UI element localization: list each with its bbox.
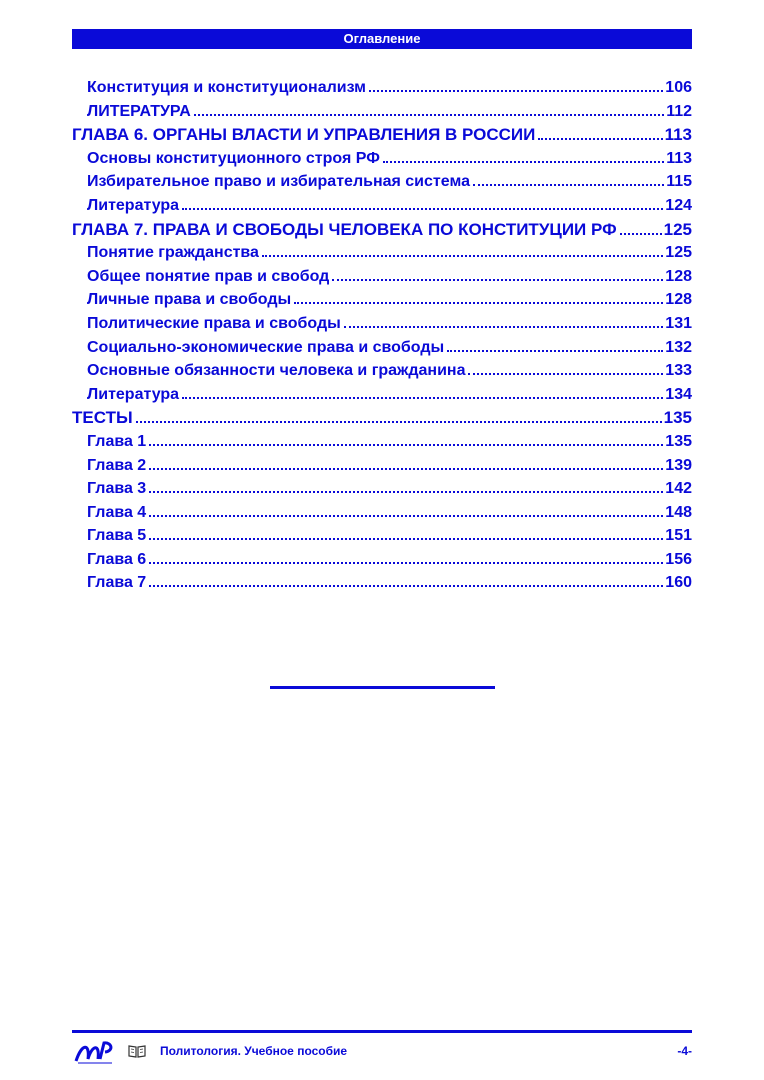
- toc-entry-title: Общее понятие прав и свобод: [87, 267, 330, 285]
- toc-dot-leader: [136, 421, 662, 423]
- toc-entry[interactable]: [72, 123, 692, 147]
- toc-dot-leader: [149, 468, 663, 470]
- toc-entry-title: Глава 3: [87, 480, 147, 498]
- toc-dot-leader: [620, 233, 662, 235]
- toc-dot-leader: [149, 585, 663, 587]
- toc-dot-leader: [369, 90, 663, 92]
- toc-entry-title: Глава 1: [87, 432, 147, 450]
- toc-entry[interactable]: [72, 406, 692, 430]
- toc-entry[interactable]: [72, 548, 692, 572]
- toc-entry-page: 142: [665, 480, 692, 498]
- toc-entry-page: 132: [665, 338, 692, 356]
- section-header-title: Оглавление: [343, 31, 421, 46]
- toc-entry-title: Социально-экономические права и свободы: [87, 338, 445, 356]
- toc-entry[interactable]: [72, 100, 692, 124]
- toc-dot-leader: [538, 138, 662, 140]
- mp-publisher-logo-icon: [72, 1037, 118, 1065]
- book-title: Политология. Учебное пособие: [160, 1044, 348, 1058]
- toc-entry[interactable]: [72, 76, 692, 100]
- toc-entry-page: 131: [665, 314, 692, 332]
- toc-entry-page: 112: [666, 102, 692, 120]
- section-divider: [270, 686, 495, 689]
- toc-entry-page: 124: [665, 196, 692, 214]
- toc-entry[interactable]: [72, 312, 692, 336]
- toc-entry-page: 148: [665, 503, 692, 521]
- toc-entry-title: Глава 6: [87, 550, 147, 568]
- toc-dot-leader: [344, 326, 664, 328]
- toc-entry-title: Понятие гражданства: [87, 244, 259, 262]
- toc-entry[interactable]: [72, 218, 692, 242]
- toc-dot-leader: [332, 279, 663, 281]
- toc-entry[interactable]: [72, 336, 692, 360]
- book-icon: [128, 1044, 146, 1058]
- toc-entry-title: Глава 4: [87, 503, 147, 521]
- toc-entry-title: Литература: [87, 196, 180, 214]
- page-footer: [72, 1036, 692, 1066]
- toc-entry[interactable]: [72, 147, 692, 171]
- toc-entry-page: 128: [665, 267, 692, 285]
- footer-divider: [72, 1030, 692, 1033]
- toc-dot-leader: [262, 255, 663, 257]
- toc-entry-page: 134: [665, 385, 692, 403]
- toc-entry[interactable]: [72, 430, 692, 454]
- toc-entry-page: 128: [665, 291, 692, 309]
- toc-entry[interactable]: [72, 241, 692, 265]
- toc-entry-page: 115: [666, 173, 692, 191]
- toc-entry[interactable]: [72, 477, 692, 501]
- toc-entry-page: 133: [665, 362, 692, 380]
- toc-entry[interactable]: [72, 288, 692, 312]
- toc-entry-page: 156: [665, 550, 692, 568]
- toc-dot-leader: [149, 491, 663, 493]
- toc-entry-page: 125: [663, 219, 692, 239]
- toc-entry[interactable]: [72, 501, 692, 525]
- toc-entry-page: 139: [665, 456, 692, 474]
- toc-entry[interactable]: [72, 194, 692, 218]
- toc-entry-page: 160: [665, 574, 692, 592]
- toc-entry-title: ГЛАВА 7. ПРАВА И СВОБОДЫ ЧЕЛОВЕКА ПО КОНСТИТУЦИИ РФ: [72, 219, 617, 239]
- toc-dot-leader: [447, 350, 663, 352]
- toc-entry-title: Политические права и свободы: [87, 314, 341, 332]
- toc-entry[interactable]: [72, 170, 692, 194]
- toc-dot-leader: [149, 515, 663, 517]
- toc-entry-page: 113: [664, 125, 692, 145]
- toc-entry-title: Глава 7: [87, 574, 147, 592]
- toc-entry-title: ТЕСТЫ: [72, 408, 133, 428]
- page-number: -4-: [677, 1044, 692, 1058]
- toc-dot-leader: [383, 161, 664, 163]
- toc-entry-page: 135: [665, 432, 692, 450]
- toc-entry[interactable]: [72, 571, 692, 595]
- toc-entry[interactable]: [72, 359, 692, 383]
- toc-entry-page: 113: [666, 149, 692, 167]
- toc-entry[interactable]: [72, 383, 692, 407]
- toc-entry-title: Литература: [87, 385, 180, 403]
- section-header: [72, 29, 692, 49]
- toc-entry-title: Личные права и свободы: [87, 291, 292, 309]
- toc-entry-title: Конституция и конституционализм: [87, 79, 366, 96]
- toc-dot-leader: [194, 114, 664, 116]
- toc-entry-page: 125: [665, 244, 692, 262]
- toc-dot-leader: [149, 562, 663, 564]
- toc-entry[interactable]: [72, 524, 692, 548]
- toc-entry-title: Основы конституционного строя РФ: [87, 149, 380, 167]
- toc-entry-title: ЛИТЕРАТУРА: [87, 102, 191, 120]
- table-of-contents: [72, 76, 692, 595]
- toc-dot-leader: [473, 184, 664, 186]
- toc-entry-page: 151: [665, 527, 692, 545]
- toc-entry-title: Глава 5: [87, 527, 147, 545]
- toc-entry-title: Избирательное право и избирательная система: [87, 173, 470, 191]
- toc-dot-leader: [468, 373, 663, 375]
- toc-dot-leader: [294, 302, 663, 304]
- toc-dot-leader: [149, 444, 663, 446]
- toc-dot-leader: [182, 397, 663, 399]
- toc-entry[interactable]: [72, 265, 692, 289]
- toc-entry-title: Глава 2: [87, 456, 147, 474]
- toc-entry-page: 106: [665, 79, 692, 96]
- toc-entry-page: 135: [663, 408, 692, 428]
- toc-dot-leader: [149, 538, 663, 540]
- toc-dot-leader: [182, 208, 663, 210]
- toc-entry-title: ГЛАВА 6. ОРГАНЫ ВЛАСТИ И УПРАВЛЕНИЯ В РОССИИ: [72, 125, 536, 145]
- toc-entry[interactable]: [72, 454, 692, 478]
- toc-entry-title: Основные обязанности человека и гражданина: [87, 362, 466, 380]
